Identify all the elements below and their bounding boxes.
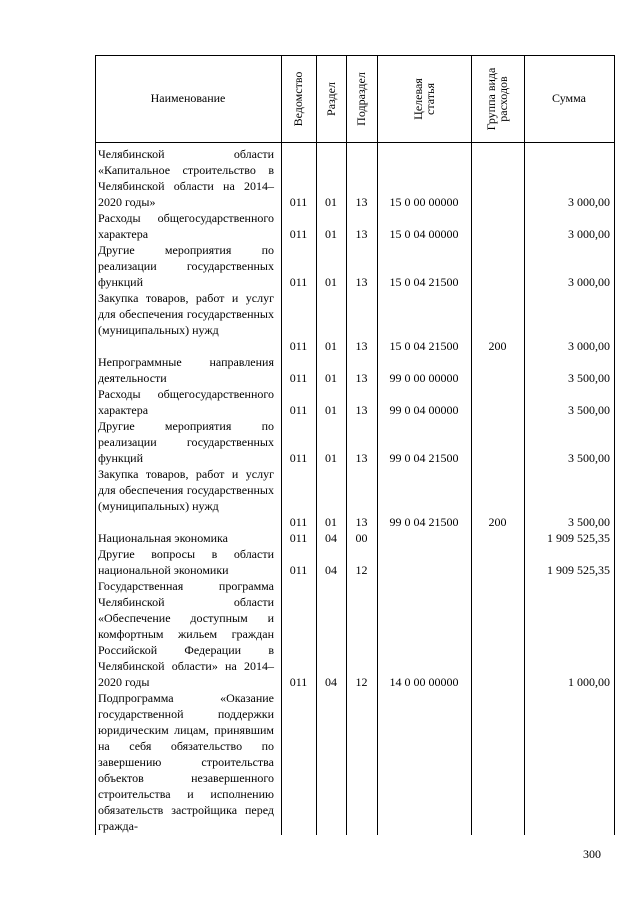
header-bottom-border [95, 142, 614, 143]
row-subsection: 12 [355, 675, 368, 689]
row-target-article: 14 0 00 00000 [389, 675, 459, 689]
row-expense-group: 200 [488, 339, 507, 353]
row-sum: 1 000,00 [568, 675, 610, 689]
row-name: Непрограммные направления деятельности [98, 355, 274, 385]
row-section: 04 [325, 675, 337, 689]
row-name: Подпрограмма «Оказание государственной поддержки юридическим лицам, принявшим на себя обязательство по завершению строительства объектов незавершенного строительства и исполнению обязательств застройщика перед гражда- [98, 691, 274, 833]
row-target-article: 15 0 04 21500 [389, 275, 459, 289]
row-name: Другие вопросы в области национальной экономики [98, 547, 274, 577]
row-section: 01 [325, 275, 337, 289]
row-department: 011 [289, 403, 308, 417]
row-subsection: 13 [355, 227, 368, 241]
row-subsection: 12 [355, 563, 368, 577]
row-department: 011 [289, 451, 308, 465]
row-subsection: 13 [355, 403, 368, 417]
header-expense-group: Группа вида расходов [484, 67, 510, 131]
row-name: Национальная экономика [98, 531, 228, 545]
row-section: 04 [325, 563, 337, 577]
page-number: 300 [583, 847, 601, 861]
row-subsection: 13 [355, 339, 368, 353]
row-target-article: 15 0 04 00000 [389, 227, 459, 241]
row-sum: 3 000,00 [568, 227, 610, 241]
row-section: 01 [325, 403, 337, 417]
row-department: 011 [289, 227, 308, 241]
row-department: 011 [289, 515, 308, 529]
row-subsection: 13 [355, 451, 368, 465]
column-divider [346, 55, 347, 835]
row-sum: 3 500,00 [568, 371, 610, 385]
row-sum: 1 909 525,35 [547, 563, 610, 577]
header-subsection: Подраздел [354, 72, 368, 126]
row-section: 01 [325, 195, 337, 209]
header-department: Ведомство [291, 71, 305, 127]
row-expense-group: 200 [488, 515, 507, 529]
row-name: Закупка товаров, работ и услуг для обеспечения государственных (муниципальных) нужд [98, 467, 274, 513]
row-department: 011 [289, 675, 308, 689]
row-section: 01 [325, 227, 337, 241]
row-sum: 3 000,00 [568, 339, 610, 353]
row-target-article: 99 0 04 00000 [389, 403, 459, 417]
header-section: Раздел [324, 82, 338, 116]
row-department: 011 [289, 339, 308, 353]
row-target-article: 99 0 00 00000 [389, 371, 459, 385]
row-section: 04 [325, 531, 337, 545]
row-department: 011 [289, 531, 308, 545]
row-sum: 3 500,00 [568, 403, 610, 417]
row-name: Челябинской области «Капитальное строительство в Челябинской области на 2014–2020 годы» [98, 147, 274, 209]
row-name: Расходы общегосударственного характера [98, 387, 274, 417]
row-name: Другие мероприятия по реализации государственных функций [98, 419, 274, 465]
row-name: Закупка товаров, работ и услуг для обеспечения государственных (муниципальных) нужд [98, 291, 274, 337]
row-sum: 3 000,00 [568, 275, 610, 289]
row-name: Другие мероприятия по реализации государственных функций [98, 243, 274, 289]
row-subsection: 13 [355, 515, 368, 529]
row-department: 011 [289, 371, 308, 385]
row-department: 011 [289, 563, 308, 577]
row-section: 01 [325, 451, 337, 465]
row-department: 011 [289, 275, 308, 289]
row-target-article: 15 0 00 00000 [389, 195, 459, 209]
row-section: 01 [325, 515, 337, 529]
row-subsection: 13 [355, 195, 368, 209]
column-divider [471, 55, 472, 835]
row-target-article: 99 0 04 21500 [389, 451, 459, 465]
column-divider [524, 55, 525, 835]
row-section: 01 [325, 371, 337, 385]
row-department: 011 [289, 195, 308, 209]
header-target-article: Целевая статья [411, 78, 437, 120]
table-top-border [95, 55, 614, 56]
row-name: Расходы общегосударственного характера [98, 211, 274, 241]
table-border-left [95, 55, 96, 835]
row-sum: 3 000,00 [568, 195, 610, 209]
row-subsection: 13 [355, 371, 368, 385]
header-name: Наименование [150, 91, 226, 105]
column-divider [377, 55, 378, 835]
table-border-right [614, 55, 615, 835]
row-sum: 3 500,00 [568, 515, 610, 529]
column-divider [316, 55, 317, 835]
row-subsection: 00 [355, 531, 368, 545]
column-divider [281, 55, 282, 835]
header-sum: Сумма [552, 91, 586, 105]
row-name: Государственная программа Челябинской области «Обеспечение доступным и комфортным жильем граждан Российской Федерации в Челябинской области» на 2014–2020 годы [98, 579, 274, 689]
row-subsection: 13 [355, 275, 368, 289]
row-section: 01 [325, 339, 337, 353]
row-sum: 1 909 525,35 [547, 531, 610, 545]
row-sum: 3 500,00 [568, 451, 610, 465]
row-target-article: 15 0 04 21500 [389, 339, 459, 353]
row-target-article: 99 0 04 21500 [389, 515, 459, 529]
